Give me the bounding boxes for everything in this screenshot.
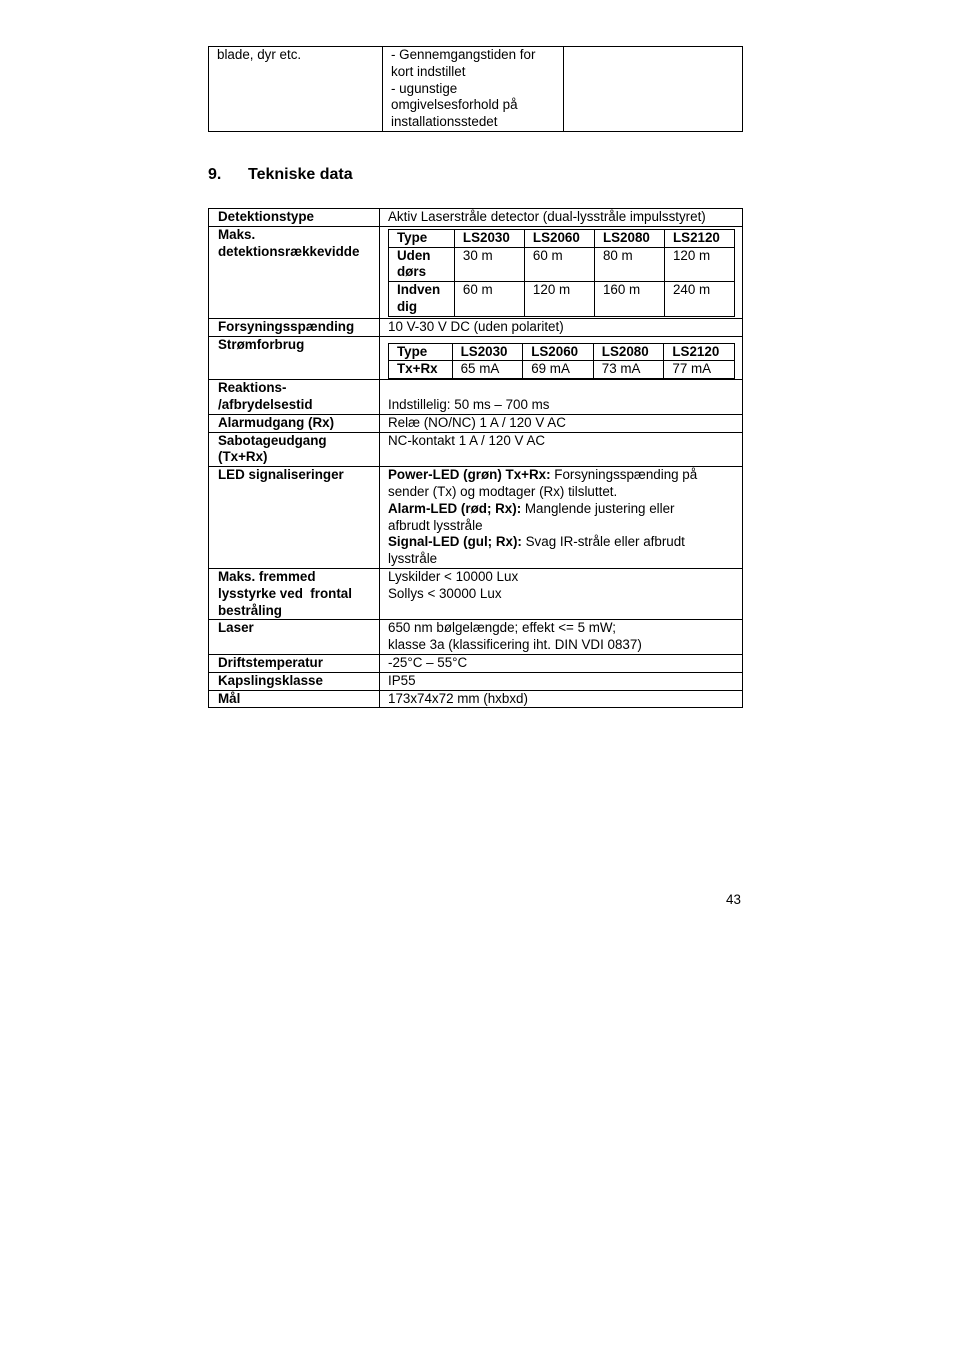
- label-line: Maks. fremmed: [218, 568, 316, 584]
- table-row: [209, 432, 743, 467]
- reason-line: - Gennemgangstiden for: [391, 47, 536, 62]
- reason-cell: [383, 47, 564, 132]
- header-cell: LS2060: [524, 229, 594, 247]
- section-number: 9.: [208, 166, 222, 183]
- reason-line: kort indstillet: [391, 63, 466, 79]
- table-row: [209, 672, 743, 690]
- value-line: 650 nm bølgelængde; effekt <= 5 mW;: [388, 620, 617, 636]
- label-line: Sabotageudgang: [218, 432, 327, 448]
- row-value: NC-kontakt 1 A / 120 V AC: [380, 432, 743, 467]
- value-cell: 240 m: [664, 282, 734, 317]
- header-cell: LS2060: [523, 343, 594, 361]
- row-value: 10 V-30 V DC (uden polaritet): [380, 318, 743, 336]
- row-value: -25°C – 55°C: [380, 654, 743, 672]
- label-line: detektionsrækkevidde: [218, 243, 360, 259]
- signal-led-line: [388, 534, 735, 551]
- value-line: klasse 3a (klassificering iht. DIN VDI 0837): [388, 637, 642, 653]
- table-row: [209, 380, 743, 415]
- header-cell: LS2080: [594, 229, 664, 247]
- value-cell: 65 mA: [452, 361, 523, 379]
- subtable-header: [389, 343, 735, 361]
- value-cell: 120 m: [664, 247, 734, 282]
- row-value: [380, 226, 743, 318]
- cause-line: blade, dyr etc.: [217, 47, 302, 62]
- alarm-led-line: [388, 501, 735, 518]
- header-cell: LS2030: [452, 343, 523, 361]
- remedy-cell: [564, 47, 743, 132]
- header-cell: Type: [389, 343, 453, 361]
- value-cell: 120 m: [524, 282, 594, 317]
- cause-cell: [209, 47, 383, 132]
- label-line: dig: [397, 298, 418, 314]
- value-cell: 30 m: [454, 247, 524, 282]
- signal-led-text: Svag IR-stråle eller afbrudt: [521, 534, 685, 550]
- signal-led-text: lysstråle: [388, 551, 438, 567]
- value-cell: 80 m: [594, 247, 664, 282]
- reason-line: omgivelsesforhold på: [391, 97, 518, 113]
- row-value: [380, 568, 743, 619]
- table-row: [209, 620, 743, 655]
- header-cell: Type: [389, 229, 455, 247]
- value-line: Sollys < 30000 Lux: [388, 585, 502, 601]
- row-label: Detektionstype: [209, 209, 380, 227]
- header-cell: LS2120: [664, 343, 735, 361]
- range-subtable: [388, 229, 735, 317]
- value-line: Lyskilder < 10000 Lux: [388, 568, 519, 584]
- technical-data-table: [208, 208, 743, 708]
- value-cell: 73 mA: [593, 361, 664, 379]
- row-label: [209, 568, 380, 619]
- row-value: Relæ (NO/NC) 1 A / 120 V AC: [380, 414, 743, 432]
- row-label: Strømforbrug: [209, 336, 380, 380]
- table-row: [209, 467, 743, 569]
- row-head-cell: [389, 282, 455, 317]
- row-label: Forsyningsspænding: [209, 318, 380, 336]
- label-line: Maks.: [218, 226, 256, 242]
- section-heading: [208, 166, 353, 184]
- label-line: Reaktions-: [218, 380, 287, 396]
- reason-line: installationsstedet: [391, 114, 498, 130]
- row-label: [209, 432, 380, 467]
- label-line: Indven: [397, 282, 441, 298]
- row-value: [380, 336, 743, 380]
- power-led-line: [388, 467, 735, 484]
- header-cell: LS2030: [454, 229, 524, 247]
- label-line: Uden: [397, 247, 431, 263]
- value-cell: 69 mA: [523, 361, 594, 379]
- reason-line: - ugunstige: [391, 80, 458, 96]
- row-value: Indstillelig: 50 ms – 700 ms: [380, 380, 743, 415]
- table-row: [209, 414, 743, 432]
- row-label: Mål: [209, 690, 380, 708]
- table-row: [209, 690, 743, 708]
- row-value: 173x74x72 mm (hxbxd): [380, 690, 743, 708]
- value-cell: 160 m: [594, 282, 664, 317]
- row-head-cell: Tx+Rx: [389, 361, 453, 379]
- power-led-text: sender (Tx) og modtager (Rx) tilsluttet.: [388, 483, 618, 499]
- row-value: Aktiv Laserstråle detector (dual-lysstråle impulsstyret): [380, 209, 743, 227]
- alarm-led-term: Alarm-LED (rød; Rx):: [388, 500, 522, 516]
- troubleshooting-table-continued: [208, 46, 743, 132]
- table-row: [209, 226, 743, 318]
- row-label: Kapslingsklasse: [209, 672, 380, 690]
- row-value: IP55: [380, 672, 743, 690]
- table-row: [209, 209, 743, 227]
- row-head-cell: [389, 247, 455, 282]
- row-value: [380, 467, 743, 569]
- table-row: [209, 654, 743, 672]
- row-label: Laser: [209, 620, 380, 655]
- label-line: /afbrydelsestid: [218, 396, 313, 412]
- page-number: 43: [726, 892, 741, 907]
- value-cell: 60 m: [454, 282, 524, 317]
- subtable-row: [389, 282, 735, 317]
- subtable-row: [389, 361, 735, 379]
- subtable-header: [389, 229, 735, 247]
- label-line: (Tx+Rx): [218, 449, 268, 465]
- row-label: Driftstemperatur: [209, 654, 380, 672]
- label-line: dørs: [397, 264, 427, 280]
- power-led-text: Forsyningsspænding på: [550, 467, 698, 483]
- table-row: [209, 47, 743, 132]
- row-label: LED signaliseringer: [209, 467, 380, 569]
- value-cell: 60 m: [524, 247, 594, 282]
- row-label: [209, 226, 380, 318]
- alarm-led-text: Manglende justering eller: [521, 500, 675, 516]
- consumption-subtable: [388, 343, 735, 380]
- row-label: Alarmudgang (Rx): [209, 414, 380, 432]
- table-row: [209, 318, 743, 336]
- header-cell: LS2080: [593, 343, 664, 361]
- row-value: [380, 620, 743, 655]
- alarm-led-text: afbrudt lysstråle: [388, 517, 483, 533]
- power-led-term: Power-LED (grøn) Tx+Rx:: [388, 467, 551, 483]
- table-row: [209, 336, 743, 380]
- value-cell: 77 mA: [664, 361, 735, 379]
- signal-led-term: Signal-LED (gul; Rx):: [388, 534, 522, 550]
- subtable-row: [389, 247, 735, 282]
- header-cell: LS2120: [664, 229, 734, 247]
- label-line: lysstyrke ved frontal: [218, 585, 352, 601]
- label-line: bestråling: [218, 602, 282, 618]
- table-row: [209, 568, 743, 619]
- section-title: Tekniske data: [248, 166, 353, 183]
- row-label: [209, 380, 380, 415]
